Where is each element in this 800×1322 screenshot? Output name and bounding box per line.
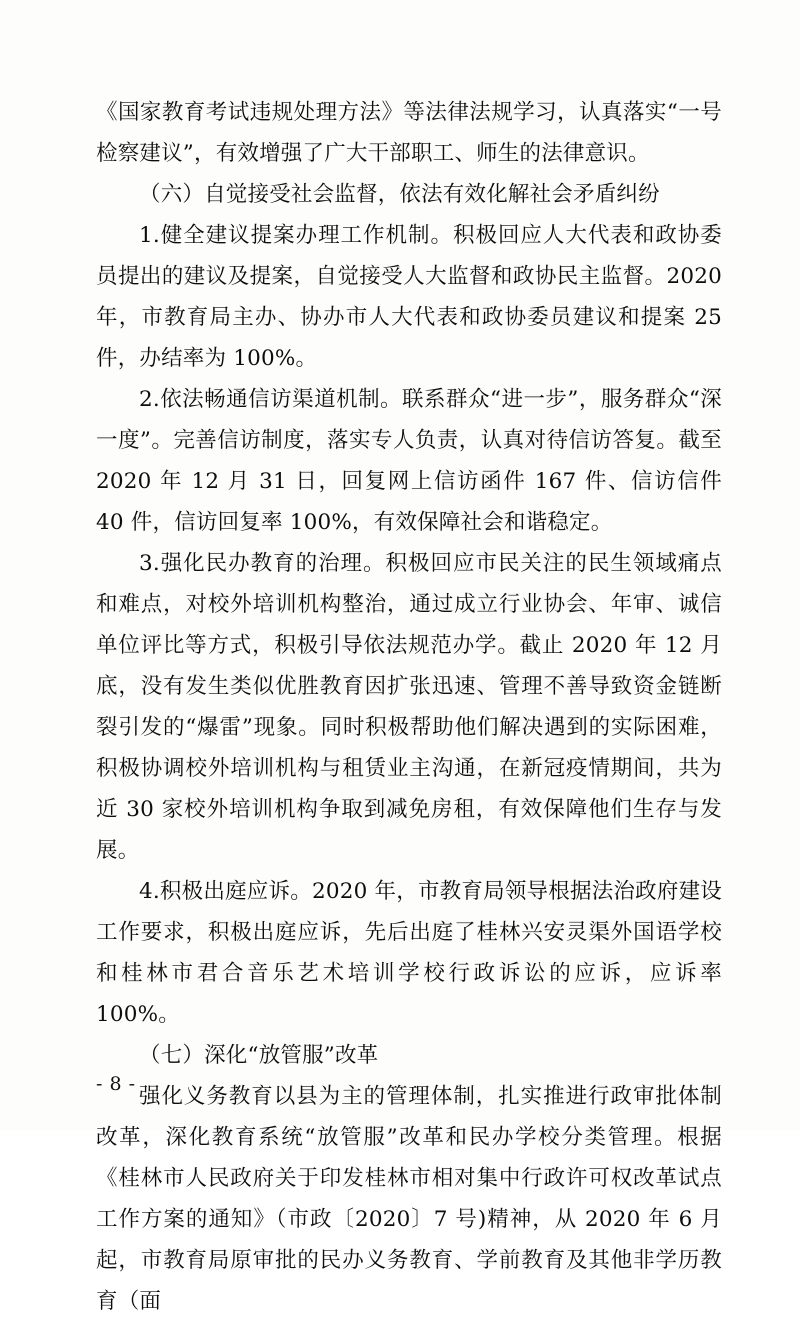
paragraph-item-2: 2.依法畅通信访渠道机制。联系群众“进一步”，服务群众“深一度”。完善信访制度，落实专人负责，认真对待信访答复。截至 2020 年 12 月 31 日，回复网上信访函件 167 件、信访信件 40 件，信访回复率 100%，有效保障社会和谐稳定。 xyxy=(96,387,722,535)
page-number: - 8 - xyxy=(96,1073,136,1095)
section-heading-six: （六）自觉接受社会监督，依法有效化解社会矛盾纠纷 xyxy=(139,182,660,207)
paragraph-item-3: 3.强化民办教育的治理。积极回应市民关注的民生领域痛点和难点，对校外培训机构整治，通过成立行业协会、年审、诚信单位评比等方式，积极引导依法规范办学。截止 2020 年 12 月底，没有发生类似优胜教育因扩张迅速、管理不善导致资金链断裂引发的“爆雷”现象。同时积极帮助他们解决遇到的实际困难，积极协调校外培训机构与租赁业主沟通，在新冠疫情期间，共为近 30 家校外培训机构争取到减免房租，有效保障他们生存与发展。 xyxy=(96,551,722,863)
section-heading-seven: （七）深化“放管服”改革 xyxy=(139,1043,379,1068)
document-body xyxy=(96,92,722,1322)
paragraph-item-4: 4.积极出庭应诉。2020 年，市教育局领导根据法治政府建设工作要求，积极出庭应诉，先后出庭了桂林兴安灵渠外国语学校和桂林市君合音乐艺术培训学校行政诉讼的应诉，应诉率 100%。 xyxy=(96,879,722,1027)
paragraph-section-seven-body: 强化义务教育以县为主的管理体制，扎实推进行政审批体制改革，深化教育系统“放管服”改革和民办学校分类管理。根据《桂林市人民政府关于印发桂林市相对集中行政许可权改革试点工作方案的通知》（市政〔2020〕7 号)精神，从 2020 年 6 月起，市教育局原审批的民办义务教育、学前教育及其他非学历教育（面 xyxy=(96,1084,722,1314)
paragraph-continuation: 《国家教育考试违规处理方法》等法律法规学习，认真落实“一号检察建议”，有效增强了广大干部职工、师生的法律意识。 xyxy=(96,100,722,166)
paragraph-item-1: 1.健全建议提案办理工作机制。积极回应人大代表和政协委员提出的建议及提案，自觉接受人大监督和政协民主监督。2020 年，市教育局主办、协办市人大代表和政协委员建议和提案 25 件，办结率为 100%。 xyxy=(96,223,722,371)
